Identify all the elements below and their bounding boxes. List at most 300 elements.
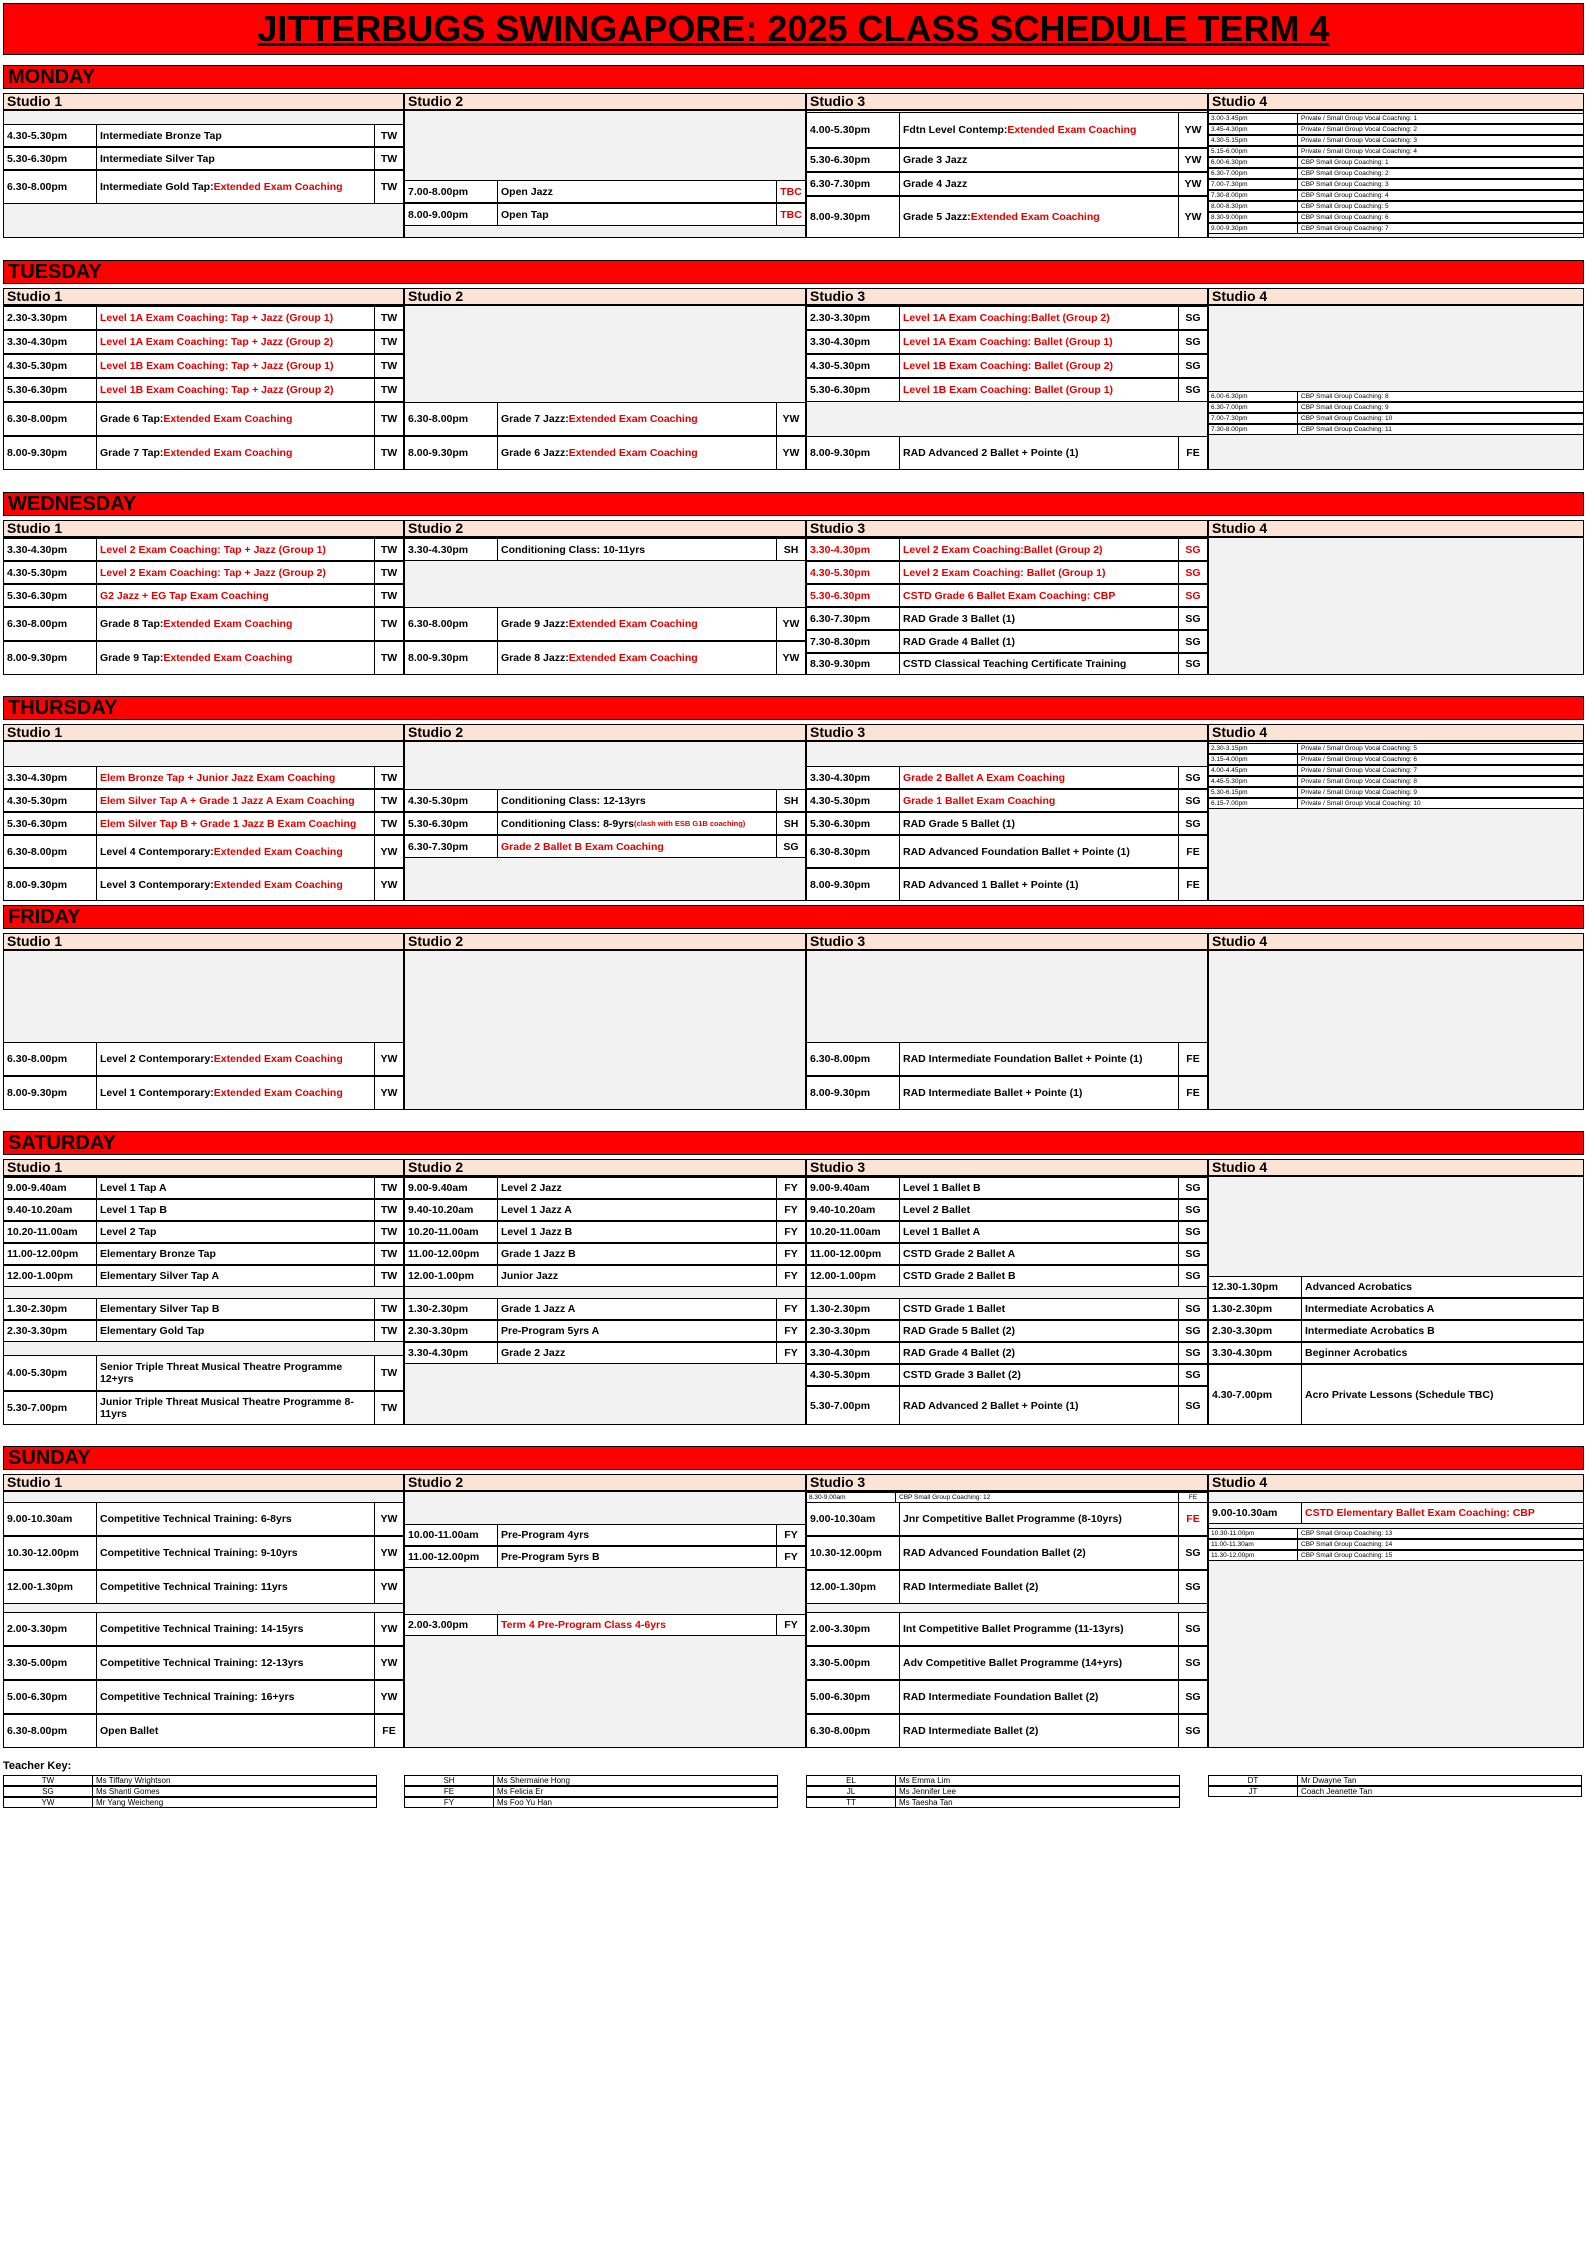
class-name	[899, 437, 1177, 469]
class-name-part: Grade 2 Ballet A Exam Coaching	[903, 771, 1066, 784]
class-name	[899, 1387, 1177, 1424]
studio-header: Studio 2	[404, 1159, 806, 1176]
teacher-code: YW	[776, 403, 805, 435]
small-group-label: CBP Small Group Coaching: 6	[1297, 213, 1583, 222]
teacher-code: FY	[776, 1178, 805, 1198]
class-name-part: Level 2 Ballet	[903, 1204, 971, 1216]
class-name	[497, 1266, 775, 1286]
class-time: 4.30-7.00pm	[1212, 1388, 1273, 1401]
small-group-label: Private / Small Group Vocal Coaching: 10	[1297, 799, 1583, 808]
class-name	[899, 1222, 1177, 1242]
class-time: 3.30-5.00pm	[810, 1657, 871, 1669]
class-row	[3, 561, 404, 584]
class-name	[497, 790, 775, 811]
small-group-label: CBP Small Group Coaching: 12	[895, 1493, 1177, 1502]
class-name-part: RAD Grade 3 Ballet (1)	[903, 612, 1016, 625]
studio-header: Studio 4	[1208, 1159, 1584, 1176]
class-name-part: Level 4 Contemporary:	[100, 845, 214, 858]
class-name-part: Level 1B Exam Coaching: Tap + Jazz (Group 1)	[100, 360, 334, 372]
class-name	[96, 437, 373, 469]
class-row	[806, 1342, 1208, 1364]
class-name-part: G2 Jazz + EG Tap Exam Coaching	[100, 589, 269, 602]
class-time: 10.20-11.00am	[810, 1226, 881, 1238]
class-name-part: Grade 5 Jazz:	[903, 211, 971, 223]
teacher-code: FY	[776, 1299, 805, 1319]
class-row	[1208, 1342, 1584, 1364]
small-group-row	[1208, 776, 1584, 787]
class-row	[1208, 1364, 1584, 1425]
class-row	[806, 812, 1208, 835]
teacher-key-code: FY	[443, 1798, 455, 1807]
teacher-key-name: Ms Tiffany Wrightson	[92, 1776, 376, 1785]
teacher-code: SG	[1178, 1613, 1207, 1645]
teacher-code: TW	[374, 355, 403, 377]
class-time: 10.30-12.00pm	[810, 1547, 882, 1559]
studio-header: Studio 1	[3, 520, 404, 537]
day-header-monday: MONDAY	[3, 65, 1584, 89]
class-name	[497, 204, 775, 225]
class-name-part: Level 1 Contemporary:	[100, 1087, 214, 1099]
class-name	[96, 1613, 373, 1645]
small-group-label: Private / Small Group Vocal Coaching: 8	[1297, 777, 1583, 786]
class-name-part: Conditioning Class: 12-13yrs	[501, 794, 646, 807]
class-time: 12.00-1.30pm	[7, 1581, 73, 1593]
teacher-code: SG	[1178, 1200, 1207, 1220]
class-name	[96, 790, 373, 811]
teacher-code: YW	[374, 1571, 403, 1603]
class-name-part: RAD Grade 4 Ballet (1)	[903, 635, 1016, 648]
class-name	[96, 767, 373, 788]
class-time: 1.30-2.30pm	[1212, 1303, 1273, 1315]
class-time: 2.30-3.30pm	[1212, 1325, 1273, 1337]
class-row	[3, 812, 404, 835]
class-row	[1208, 1276, 1584, 1298]
class-name	[899, 173, 1177, 195]
class-name	[497, 1525, 775, 1545]
studio-header: Studio 3	[806, 724, 1208, 741]
class-name	[96, 148, 373, 169]
class-name	[899, 539, 1177, 560]
class-row	[806, 172, 1208, 196]
class-row	[806, 306, 1208, 330]
small-group-time: 8.00-8.30pm	[1211, 203, 1248, 210]
teacher-code: YW	[374, 1537, 403, 1569]
teacher-code: YW	[776, 608, 805, 640]
teacher-code: YW	[776, 437, 805, 469]
class-name-part: Intermediate Acrobatics B	[1305, 1325, 1435, 1337]
teacher-key-code: YW	[41, 1798, 55, 1807]
class-row	[806, 1536, 1208, 1570]
class-name	[497, 813, 775, 834]
class-row	[806, 1364, 1208, 1386]
class-time: 7.30-8.30pm	[810, 635, 871, 648]
teacher-code: TW	[374, 1244, 403, 1264]
class-name-part: Extended Exam Coaching	[163, 652, 293, 664]
small-group-row	[1208, 146, 1584, 157]
class-time: 12.00-1.30pm	[810, 1581, 876, 1593]
teacher-key-code: FE	[443, 1787, 455, 1796]
class-name	[96, 403, 373, 435]
small-group-label: CBP Small Group Coaching: 10	[1297, 414, 1583, 423]
class-name	[1301, 1277, 1583, 1297]
teacher-code: SG	[1178, 1365, 1207, 1385]
studio-column	[404, 950, 806, 1110]
small-group-label: CBP Small Group Coaching: 8	[1297, 392, 1583, 401]
class-name-part: Grade 9 Jazz:	[501, 618, 569, 630]
class-name-part: Elementary Gold Tap	[100, 1325, 205, 1337]
small-group-time: 7.30-8.00pm	[1211, 426, 1248, 433]
class-name	[497, 1299, 775, 1319]
class-time: 9.40-10.20am	[7, 1204, 73, 1216]
class-time: 8.00-9.30pm	[810, 211, 871, 223]
class-name	[899, 307, 1177, 329]
teacher-key-name: Ms Shermaine Hong	[493, 1776, 777, 1785]
class-name-part: Level 2 Exam Coaching: Tap + Jazz (Group 1)	[100, 543, 326, 556]
studio-column	[1208, 950, 1584, 1110]
studio-header: Studio 3	[806, 1159, 1208, 1176]
class-name-part: RAD Advanced Foundation Ballet (2)	[903, 1547, 1086, 1559]
class-name-part: Pre-Program 4yrs	[501, 1529, 590, 1541]
small-group-time: 6.00-6.30pm	[1211, 159, 1248, 166]
class-row	[3, 766, 404, 789]
class-row	[404, 789, 806, 812]
class-row	[3, 1076, 404, 1110]
class-name	[899, 608, 1177, 629]
teacher-code: FY	[776, 1200, 805, 1220]
small-group-label: Private / Small Group Vocal Coaching: 2	[1297, 125, 1583, 134]
class-name	[899, 1178, 1177, 1198]
class-name-part: Extended Exam Coaching	[568, 618, 698, 630]
class-name	[96, 562, 373, 583]
class-row	[1208, 1298, 1584, 1320]
class-name-part: Grade 8 Jazz:	[501, 652, 569, 664]
class-name-part: Level 1B Exam Coaching: Ballet (Group 2)	[903, 360, 1114, 372]
teacher-code: SG	[1178, 1537, 1207, 1569]
class-name	[899, 149, 1177, 171]
studio-header: Studio 1	[3, 724, 404, 741]
teacher-code: TW	[374, 148, 403, 169]
teacher-code: YW	[776, 642, 805, 674]
class-name	[96, 1244, 373, 1264]
class-name-part: CSTD Classical Teaching Certificate Training	[903, 658, 1127, 670]
class-time: 4.00-5.30pm	[7, 1367, 68, 1379]
teacher-code: TW	[374, 1178, 403, 1198]
class-name-part: Level 1B Exam Coaching: Tap + Jazz (Group 2)	[100, 384, 334, 396]
class-time: 2.30-3.30pm	[7, 312, 68, 324]
class-name	[899, 654, 1177, 674]
class-time: 5.00-6.30pm	[7, 1691, 68, 1703]
teacher-code: SG	[1178, 1343, 1207, 1363]
studio-header: Studio 1	[3, 1159, 404, 1176]
class-row	[3, 641, 404, 675]
teacher-code: SG	[776, 836, 805, 857]
class-name	[497, 1547, 775, 1567]
class-name-part: Level 3 Contemporary:	[100, 878, 214, 891]
studio-header: Studio 4	[1208, 288, 1584, 305]
small-group-label: Private / Small Group Vocal Coaching: 7	[1297, 766, 1583, 775]
teacher-key-row	[1208, 1775, 1582, 1786]
class-name	[96, 125, 373, 146]
class-row	[806, 436, 1208, 470]
teacher-code: TW	[374, 437, 403, 469]
small-group-time: 2.30-3.15pm	[1211, 745, 1248, 752]
class-name-part: Competitive Technical Training: 12-13yrs	[100, 1657, 304, 1669]
class-row	[404, 1320, 806, 1342]
class-name	[497, 836, 775, 857]
teacher-code: YW	[374, 1503, 403, 1535]
small-group-time: 5.30-6.15pm	[1211, 789, 1248, 796]
small-group-row	[1208, 157, 1584, 168]
teacher-code: TW	[374, 585, 403, 606]
class-name-part: Competitive Technical Training: 11yrs	[100, 1581, 288, 1593]
class-row	[806, 354, 1208, 378]
class-time: 6.30-8.30pm	[810, 845, 871, 858]
class-row	[3, 436, 404, 470]
teacher-code: FE	[374, 1715, 403, 1747]
studio-header: Studio 1	[3, 93, 404, 110]
studio-column	[1208, 537, 1584, 675]
class-time: 6.30-8.00pm	[7, 181, 68, 193]
class-name-part: Grade 4 Jazz	[903, 178, 968, 190]
class-name	[899, 1647, 1177, 1679]
class-time: 3.30-4.30pm	[810, 771, 871, 784]
class-row	[404, 180, 806, 203]
teacher-code: TW	[374, 307, 403, 329]
class-row	[3, 584, 404, 607]
small-group-time: 7.30-8.00pm	[1211, 192, 1248, 199]
class-time: 1.30-2.30pm	[408, 1303, 469, 1315]
class-name	[497, 539, 775, 560]
class-row	[3, 607, 404, 641]
class-time: 5.30-6.30pm	[7, 817, 68, 830]
class-row	[3, 1536, 404, 1570]
studio-header: Studio 2	[404, 93, 806, 110]
class-name-part: Junior Triple Threat Musical Theatre Programme 8-11yrs	[100, 1396, 354, 1420]
class-time: 5.30-6.30pm	[810, 817, 871, 830]
studio-header: Studio 3	[806, 933, 1208, 950]
class-name	[1301, 1503, 1583, 1523]
class-row	[3, 868, 404, 901]
class-row	[806, 1502, 1208, 1536]
class-name-part: Beginner Acrobatics	[1305, 1347, 1408, 1359]
class-row	[806, 1298, 1208, 1320]
small-group-label: Private / Small Group Vocal Coaching: 1	[1297, 114, 1583, 123]
small-group-row	[1208, 179, 1584, 190]
class-time: 4.00-5.30pm	[810, 124, 871, 136]
studio-header: Studio 4	[1208, 1474, 1584, 1491]
class-name	[497, 608, 775, 640]
small-group-row	[1208, 124, 1584, 135]
class-time: 5.30-7.00pm	[810, 1399, 871, 1412]
class-name	[899, 1343, 1177, 1363]
class-name-part: Grade 7 Tap:	[100, 447, 164, 459]
class-time: 12.00-1.00pm	[810, 1270, 876, 1282]
class-name-part: Grade 7 Jazz:	[501, 413, 569, 425]
small-group-row	[1208, 1528, 1584, 1539]
small-group-label: CBP Small Group Coaching: 7	[1297, 224, 1583, 233]
class-name-part: CSTD Elementary Ballet Exam Coaching: CBP	[1305, 1507, 1535, 1519]
class-row	[806, 112, 1208, 148]
class-time: 12.00-1.00pm	[408, 1270, 474, 1282]
class-row	[404, 1221, 806, 1243]
class-name-part: Extended Exam Coaching	[568, 652, 698, 664]
class-name-part: Extended Exam Coaching	[163, 447, 293, 459]
teacher-code: TBC	[776, 181, 805, 202]
teacher-code: TW	[374, 790, 403, 811]
class-name	[96, 1321, 373, 1341]
class-row	[806, 330, 1208, 354]
class-time: 1.30-2.30pm	[7, 1303, 68, 1315]
studio-header: Studio 1	[3, 288, 404, 305]
class-row	[3, 378, 404, 402]
teacher-code: SG	[1178, 1222, 1207, 1242]
class-name	[899, 1077, 1177, 1109]
class-name-part: Grade 1 Jazz A	[501, 1303, 576, 1315]
teacher-code: SG	[1178, 1321, 1207, 1341]
teacher-code: FE	[1178, 869, 1207, 900]
teacher-code: TW	[374, 125, 403, 146]
class-time: 3.30-4.30pm	[7, 336, 68, 348]
class-name	[96, 869, 373, 900]
class-name	[899, 355, 1177, 377]
class-name	[899, 379, 1177, 401]
class-name-part: Jnr Competitive Ballet Programme (8-10yrs)	[903, 1513, 1122, 1525]
class-name	[899, 1537, 1177, 1569]
class-row	[3, 789, 404, 812]
teacher-code: YW	[374, 1681, 403, 1713]
class-name-part: Level 1 Tap A	[100, 1182, 167, 1194]
class-row	[404, 1342, 806, 1364]
class-name	[96, 171, 373, 203]
class-name-part: Extended Exam Coaching	[970, 211, 1100, 223]
class-name-part: Open Ballet	[100, 1725, 159, 1737]
teacher-code: SG	[1178, 631, 1207, 652]
class-row	[806, 1243, 1208, 1265]
small-group-time: 6.30-7.00pm	[1211, 404, 1248, 411]
teacher-code: TW	[374, 1200, 403, 1220]
class-name	[96, 1299, 373, 1319]
class-name	[96, 1222, 373, 1242]
class-row	[806, 1714, 1208, 1748]
teacher-code: SG	[1178, 813, 1207, 834]
class-time: 3.30-5.00pm	[7, 1657, 68, 1669]
class-row	[404, 203, 806, 226]
small-group-row	[1208, 424, 1584, 435]
class-time: 3.30-4.30pm	[810, 336, 871, 348]
class-row	[404, 1298, 806, 1320]
class-time: 6.30-7.30pm	[810, 178, 871, 190]
class-row	[806, 1221, 1208, 1243]
class-name-part: CSTD Grade 2 Ballet A	[903, 1248, 1016, 1260]
class-name-part: Extended Exam Coaching	[163, 413, 293, 425]
class-name	[96, 1356, 373, 1390]
teacher-code: TBC	[776, 204, 805, 225]
small-group-time: 4.30-5.15pm	[1211, 137, 1248, 144]
class-name-part: Level 1 Jazz A	[501, 1204, 572, 1216]
class-name-part: Level 2 Exam Coaching: Ballet (Group 1)	[903, 566, 1106, 579]
class-name	[96, 836, 373, 867]
studio-header: Studio 2	[404, 520, 806, 537]
teacher-key-label: Teacher Key:	[3, 1760, 72, 1772]
class-name	[497, 642, 775, 674]
class-time: 5.30-6.30pm	[7, 152, 68, 165]
teacher-code: FY	[776, 1321, 805, 1341]
class-name	[96, 1715, 373, 1747]
class-name	[96, 307, 373, 329]
class-row	[1208, 1502, 1584, 1524]
class-name-part: Extended Exam Coaching	[568, 413, 698, 425]
teacher-key-row	[404, 1786, 778, 1797]
class-name-part: Extended Exam Coaching	[568, 447, 698, 459]
class-name	[899, 197, 1177, 237]
teacher-code: FY	[776, 1343, 805, 1363]
teacher-code: TW	[374, 1356, 403, 1390]
class-name-part: Level 1A Exam Coaching: Ballet (Group 1)	[903, 336, 1113, 348]
teacher-code: SG	[1178, 1647, 1207, 1679]
class-name	[1301, 1299, 1583, 1319]
class-name	[899, 1715, 1177, 1747]
teacher-key-code: TW	[41, 1776, 55, 1785]
class-name-part: Extended Exam Coaching	[163, 618, 293, 630]
class-time: 11.00-12.00pm	[408, 1248, 480, 1260]
class-name-part: Extended Exam Coaching	[213, 878, 343, 891]
studio-header: Studio 3	[806, 93, 1208, 110]
small-group-row	[1208, 754, 1584, 765]
class-row	[1208, 1320, 1584, 1342]
class-name-part: Level 2 Contemporary:	[100, 1053, 214, 1065]
class-row	[3, 1177, 404, 1199]
small-group-row	[1208, 135, 1584, 146]
class-row	[806, 1386, 1208, 1425]
class-name-part: Conditioning Class: 8-9yrs	[501, 817, 635, 830]
class-name-part: Grade 3 Jazz	[903, 154, 968, 166]
small-group-row	[1208, 212, 1584, 223]
class-row	[3, 835, 404, 868]
class-row	[806, 1042, 1208, 1076]
class-time: 3.30-4.30pm	[408, 543, 469, 556]
class-name-part: RAD Intermediate Ballet (2)	[903, 1581, 1039, 1593]
class-time: 8.00-9.30pm	[7, 1087, 68, 1099]
class-time: 5.30-6.30pm	[7, 589, 68, 602]
class-row	[404, 1199, 806, 1221]
page-title: JITTERBUGS SWINGAPORE: 2025 CLASS SCHEDULE TERM 4	[3, 3, 1584, 55]
teacher-code: TW	[374, 1392, 403, 1424]
small-group-label: CBP Small Group Coaching: 3	[1297, 180, 1583, 189]
teacher-code: YW	[374, 1077, 403, 1109]
class-time: 5.30-6.30pm	[408, 817, 469, 830]
studio-header: Studio 1	[3, 1474, 404, 1491]
day-header-tuesday: TUESDAY	[3, 260, 1584, 284]
small-group-time: 5.15-6.00pm	[1211, 148, 1248, 155]
teacher-code: FE	[1178, 1503, 1207, 1535]
small-group-row	[1208, 798, 1584, 809]
class-name-part: Grade 6 Tap:	[100, 413, 164, 425]
class-time: 5.30-6.30pm	[810, 384, 871, 396]
small-group-time: 10.30-11.00pm	[1211, 1530, 1255, 1537]
class-name-part: Competitive Technical Training: 16+yrs	[100, 1691, 295, 1703]
class-time: 9.40-10.20am	[408, 1204, 474, 1216]
class-time: 3.30-4.30pm	[7, 543, 68, 556]
teacher-code: TW	[374, 1222, 403, 1242]
class-row	[3, 170, 404, 204]
class-time: 5.00-6.30pm	[810, 1691, 871, 1703]
class-name	[96, 1266, 373, 1286]
small-group-label: CBP Small Group Coaching: 15	[1297, 1551, 1583, 1560]
class-time: 5.30-7.00pm	[7, 1402, 68, 1414]
teacher-key-name: Coach Jeanette Tan	[1297, 1787, 1581, 1796]
studio-header: Studio 2	[404, 288, 806, 305]
day-header-sunday: SUNDAY	[3, 1446, 1584, 1470]
